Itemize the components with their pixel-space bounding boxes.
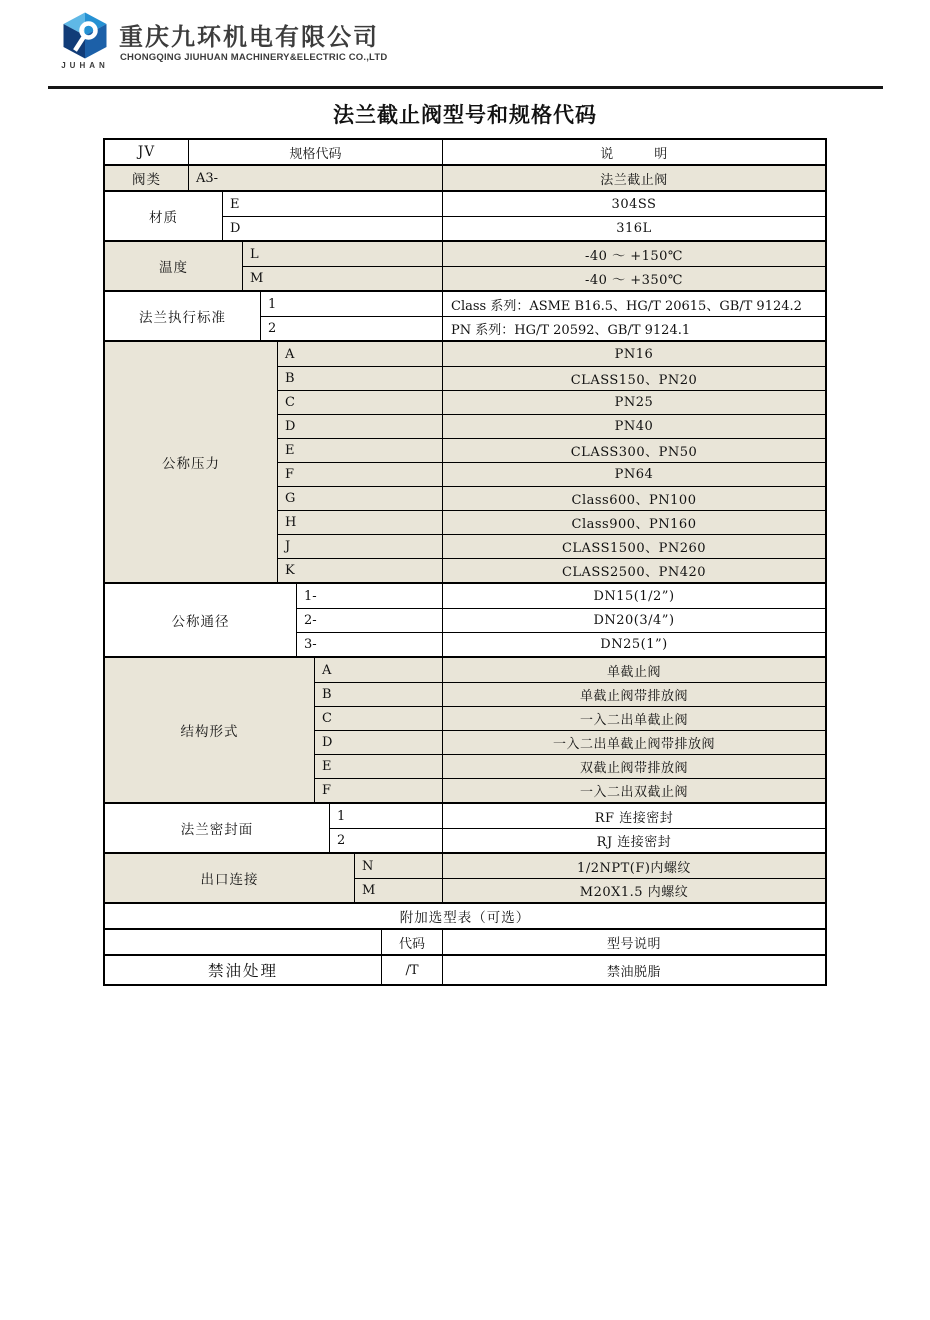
description-cell: 单截止阀 [606,664,661,680]
code-cell: 3- [297,633,443,656]
code-cell: A3- [189,166,443,190]
code-cell: B [315,683,443,706]
table-row [382,930,825,954]
code-cell: 规格代码 [189,140,443,164]
code-cell: M [355,879,443,902]
table-section [105,340,825,582]
table-row [297,632,825,656]
code-cell: C [315,707,443,730]
table-section [105,190,825,240]
description-cell: CLASS150、PN20 [570,373,698,388]
section-rows [261,292,825,340]
page-title: 法兰截止阀型号和规格代码 [333,102,597,127]
table-row [297,608,825,632]
code-cell: A [278,342,443,366]
letterhead [0,0,930,90]
code-cell: M [243,267,443,290]
section-rows [278,342,825,582]
section-rows [297,584,825,656]
code-cell: H [278,511,443,534]
table-section [105,852,825,902]
table-section [105,928,825,954]
section-rows [243,242,825,290]
section-rows [355,854,825,902]
description-cell: 一入二出双截止阀 [579,785,688,800]
description-cell: Class600、PN100 [571,493,697,508]
section-label-cell: 法兰密封面 [105,804,330,852]
table-section [105,954,825,984]
code-cell: D [223,217,443,240]
section-rows [189,166,825,190]
code-cell: 2- [297,609,443,632]
description-cell: 一入二出单截止阀 [579,713,688,728]
section-rows [330,804,825,852]
table-row [278,486,825,510]
table-row [243,266,825,290]
table-section [105,582,825,656]
table-section [105,802,825,852]
description-cell: 一入二出单截止阀带排放阀 [552,737,715,752]
table-row [315,682,825,706]
code-cell: L [243,242,443,266]
table-row [382,956,825,984]
description-cell: M20X1.5 内螺纹 [579,885,689,900]
table-row [278,438,825,462]
company-logo [54,12,116,70]
description-cell: Class 系列：ASME B16.5、HG/T 20615、GB/T 9124.2 [451,298,802,314]
section-label-cell: 材质 [105,192,223,240]
table-row [278,462,825,486]
table-row [278,558,825,582]
table-section [105,164,825,190]
description-cell: PN40 [614,419,654,434]
merged-row-text: 附加选型表（可选） [399,910,531,926]
description-cell: RJ 连接密封 [596,835,672,850]
code-cell: 1 [330,804,443,828]
code-cell: K [278,559,443,582]
description-cell: CLASS2500、PN420 [561,565,707,580]
description-cell: PN16 [614,346,654,362]
table-row [189,166,825,190]
code-cell: F [315,779,443,802]
table-row [278,342,825,366]
description-cell: PN 系列：HG/T 20592、GB/T 9124.1 [451,323,691,338]
table-row [315,754,825,778]
section-rows [382,930,825,954]
description-cell: 法兰截止阀 [600,172,668,188]
table-section [105,140,825,164]
spec-code-table [103,138,827,986]
section-label-cell: 公称通径 [105,584,297,656]
section-label-cell: 结构形式 [105,658,315,802]
description-cell: DN15(1/2”) [593,588,675,604]
code-cell: E [278,439,443,462]
table-row [315,730,825,754]
table-merged-row [105,902,825,928]
table-row [355,854,825,878]
table-row [243,242,825,266]
description-cell: CLASS300、PN50 [570,445,698,460]
code-cell: G [278,487,443,510]
table-row [315,706,825,730]
description-cell: RF 连接密封 [594,810,674,826]
company-name-en: CHONGQING JIUHUAN MACHINERY&ELECTRIC CO.,LTD [120,52,388,63]
description-cell: DN25(1”) [600,637,668,652]
table-row [278,414,825,438]
description-cell: 禁油脱脂 [606,964,661,980]
code-cell: 2 [261,317,443,340]
table-row [278,390,825,414]
table-row [330,804,825,828]
code-cell: C [278,391,443,414]
description-cell: 型号说明 [606,936,661,952]
table-row [189,140,825,164]
description-cell: Class900、PN160 [571,517,697,532]
code-cell: 1- [297,584,443,608]
code-cell: F [278,463,443,486]
section-label-cell: JV [105,140,189,164]
table-row [223,216,825,240]
description-cell: -40 ～ +150℃ [585,248,683,264]
code-cell: 2 [330,829,443,852]
description-cell: 316L [616,221,652,236]
code-cell: D [278,415,443,438]
company-name-cn: 重庆九环机电有限公司 [119,24,379,51]
code-cell: N [355,854,443,878]
description-cell: 单截止阀带排放阀 [579,689,688,704]
table-row [223,192,825,216]
table-section [105,656,825,802]
code-cell: 1 [261,292,443,316]
section-rows [223,192,825,240]
code-cell: B [278,367,443,390]
code-cell: /T [382,956,443,984]
section-rows [315,658,825,802]
code-cell: D [315,731,443,754]
header-divider [48,86,883,89]
description-cell: DN20(3/4”) [593,613,675,628]
table-row [330,828,825,852]
description-cell: CLASS1500、PN260 [561,541,707,556]
table-row [315,778,825,802]
table-row [278,510,825,534]
code-cell: E [223,192,443,216]
code-cell: E [315,755,443,778]
code-cell: A [315,658,443,682]
table-row [297,584,825,608]
description-cell: 1/2NPT(F)内螺纹 [577,860,691,876]
code-cell: J [278,535,443,558]
hexagon-logo-icon [60,12,110,59]
table-row [278,534,825,558]
description-cell: PN64 [614,467,654,482]
description-cell: -40 ～ +350℃ [585,273,683,288]
section-rows [189,140,825,164]
section-label-cell: 法兰执行标准 [105,292,261,340]
section-label-cell: 出口连接 [105,854,355,902]
table-row [261,316,825,340]
table-row [315,658,825,682]
section-label-cell: 公称压力 [105,342,278,582]
description-cell: 说 明 [600,146,668,162]
logo-brand-text: JUHAN [61,61,109,70]
description-cell: 304SS [611,196,657,212]
table-section [105,240,825,290]
table-row [278,366,825,390]
section-label-cell: 阀类 [105,166,189,190]
table-section [105,290,825,340]
section-label-cell: 温度 [105,242,243,290]
section-rows [382,956,825,984]
description-cell: PN25 [614,395,654,410]
section-label-cell: 禁油处理 [105,956,382,984]
table-row [355,878,825,902]
description-cell: 双截止阀带排放阀 [579,761,688,776]
section-label-cell [105,930,382,954]
table-row [261,292,825,316]
code-cell: 代码 [382,930,443,954]
